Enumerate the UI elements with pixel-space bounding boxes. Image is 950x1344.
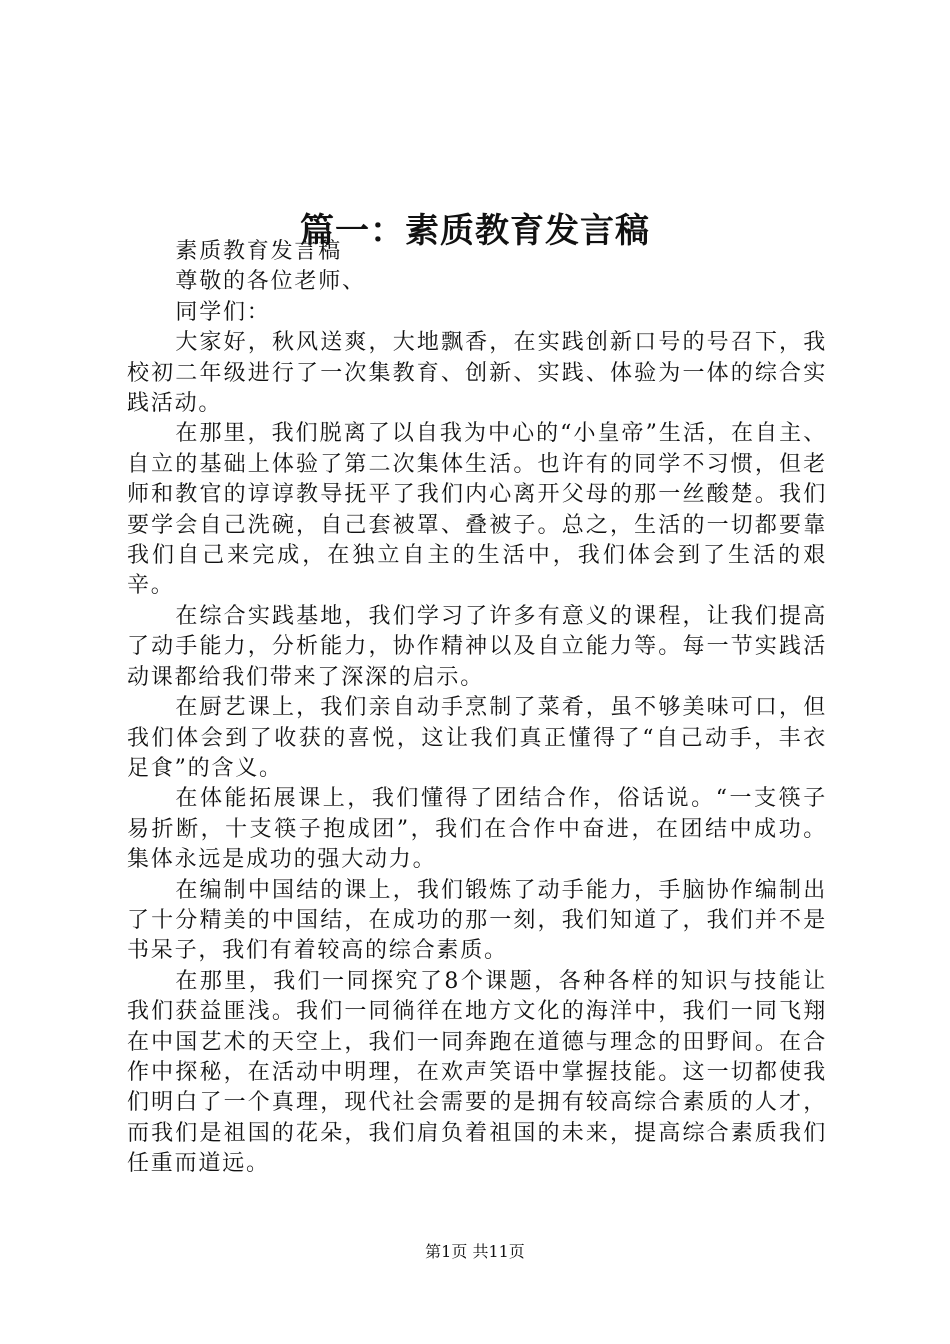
paragraph: 在体能拓展课上，我们懂得了团结合作，俗话说。“一支筷子易折断，十支筷子抱成团”，我们在合作中奋进，在团结中成功。集体永远是成功的强大动力。 — [127, 786, 827, 873]
document-title: 篇一：素质教育发言稿 — [300, 210, 650, 251]
paragraph-salutation: 尊敬的各位老师、 — [175, 269, 366, 295]
page-number-footer: 第1页 共11页 — [425, 1242, 525, 1261]
paragraph: 在厨艺课上，我们亲自动手烹制了菜肴，虽不够美味可口，但我们体会到了收获的喜悦，这让我们真正懂得了“自己动手，丰衣足食”的含义。 — [127, 695, 827, 781]
paragraph: 在综合实践基地，我们学习了许多有意义的课程，让我们提高了动手能力，分析能力，协作精神以及自立能力等。每一节实践活动课都给我们带来了深深的启示。 — [127, 603, 827, 690]
paragraph: 在那里，我们一同探究了8个课题，各种各样的知识与技能让我们获益匪浅。我们一同徜徉在地方文化的海洋中，我们一同飞翔在中国艺术的天空上，我们一同奔跑在道德与理念的田野间。在合作中探秘，在活动中明理，在欢声笑语中掌握技能。这一切都使我们明白了一个真理，现代社会需要的是拥有较高综合素质的人才，而我们是祖国的花朵，我们肩负着祖国的未来，提高综合素质我们任重而道远。 — [127, 968, 827, 1177]
paragraph: 大家好，秋风送爽，大地飘香，在实践创新口号的号召下，我校初二年级进行了一次集教育、创新、实践、体验为一体的综合实践活动。 — [127, 330, 827, 417]
paragraph-heading: 素质教育发言稿 — [175, 239, 342, 264]
paragraph-salutation-students: 同学们： — [175, 299, 271, 325]
document-body — [127, 237, 827, 1180]
paragraph: 在编制中国结的课上，我们锻炼了动手能力，手脑协作编制出了十分精美的中国结，在成功的那一刻，我们知道了，我们并不是书呆子，我们有着较高的综合素质。 — [127, 877, 827, 964]
paragraph: 在那里，我们脱离了以自我为中心的“小皇帝”生活，在自主、自立的基础上体验了第二次集体生活。也许有的同学不习惯，但老师和教官的谆谆教导抚平了我们内心离开父母的那一丝酸楚。我们要学会自己洗碗，自己套被罩、叠被子。总之，生活的一切都要靠我们自己来完成，在独立自主的生活中，我们体会到了生活的艰辛。 — [127, 421, 827, 599]
